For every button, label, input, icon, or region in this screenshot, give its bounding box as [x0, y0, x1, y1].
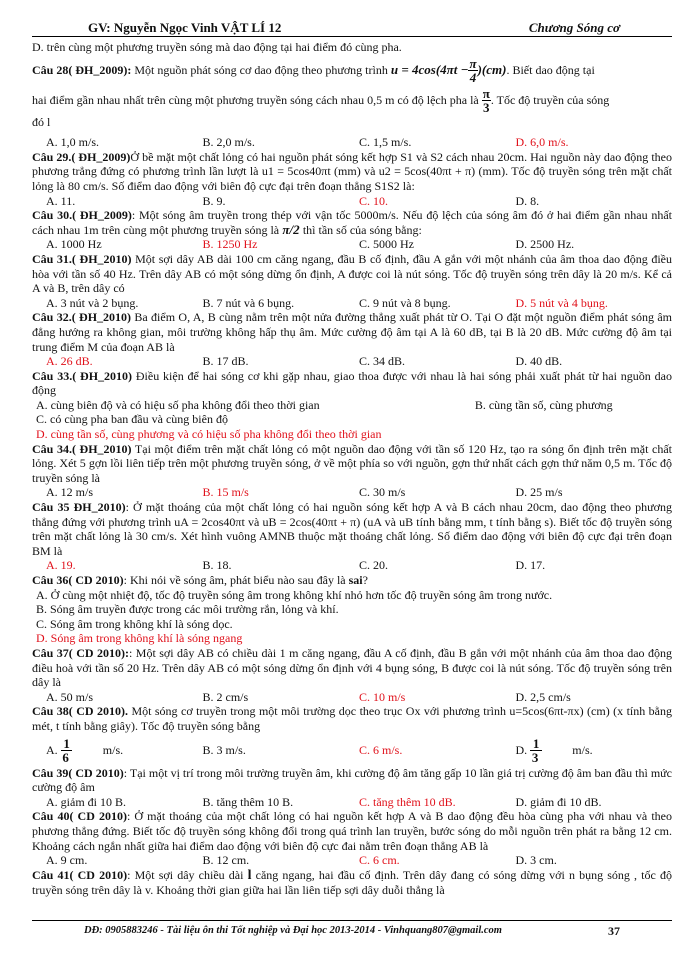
q34-answers: [32, 485, 672, 500]
q31-answer-d[interactable]: D. 5 nút và 4 bụng.: [515, 295, 608, 310]
q39-label: Câu 39( CD 2010): [32, 765, 124, 780]
q40-text: : Ở mặt thoáng của một chất lỏng có hai nguồn kết hợp A và B dao động đều hòa cùng pha với nhau và theo phương thẳng đứng. Biết tốc độ truyền sóng không đổi trong quá trình lan truyền, bước sóng do mỗi nguồn trên phát ra bằng 12 cm. Khoảng cách ngắn nhất giữa hai điểm dao động với biên độ cực đai nằm trên đoạn thẳng AB là: [32, 809, 672, 853]
q37-text: : Một sợi dây AB có chiều dài 1 m căng ngang, đầu A cố định, đầu B gắn với một nhánh của âm thoa dao động điều hoà với tần số 20 Hz. Trên dây AB có một sóng dừng ổn định với 4 bụng sóng, B được coi là nút sóng. Tốc độ truyền sóng trên dây là: [32, 645, 672, 690]
question-39: [32, 766, 672, 795]
q29-answer-c[interactable]: C. 10.: [359, 193, 389, 208]
q32-text: Ba điểm O, A, B cùng nằm trên một nửa đường thẳng xuất phát từ O. Tại O đặt một nguồn điểm phát sóng âm đẳng hướng ra không gian, môi trường không hấp thụ âm. Mức cường độ âm tại A là 60 dB, tại B là 20 dB. Mức cường độ âm tại trung điểm M của đoạn AB là: [32, 310, 672, 354]
q28-answer-c[interactable]: C. 1,5 m/s.: [359, 135, 412, 150]
q35-answers: [32, 558, 672, 573]
q31-answers: [32, 296, 672, 311]
q37-label: Câu 37( CD 2010):: [32, 645, 130, 660]
q31-text: Một sợi dây AB dài 100 cm căng ngang, đầu B cố định, đầu A gắn với một nhánh của âm thoa dao động điều hòa với tần số 40 Hz. Trên dây AB có một sóng dừng ổn định, A được coi là nút sóng. Tốc độ truyền sóng trên dây là 20 m/s. Kể cả A và B, trên dây có: [32, 251, 672, 296]
question-40: [32, 809, 672, 853]
q33-answers-ab: [32, 398, 672, 413]
page-footer: [32, 920, 672, 938]
top-line: D. trên cùng một phương truyền sóng mà dao động tại hai điểm đó cùng pha.: [32, 40, 402, 54]
q41-l: l: [247, 867, 252, 883]
header-left: GV: Nguyễn Ngọc Vinh VẬT LÍ 12: [88, 20, 282, 35]
question-36: [32, 573, 672, 588]
q33-answer-c[interactable]: C. có cùng pha ban đầu và cùng biên độ: [36, 412, 228, 427]
q30-answer-c[interactable]: C. 5000 Hz: [359, 237, 414, 252]
q31-answer-b[interactable]: B. 7 nút và 6 bụng.: [202, 295, 295, 310]
q28-text2: . Biết dao động tại: [506, 62, 595, 77]
question-38: [32, 704, 672, 733]
footer-text: DĐ: 0905883246 - Tài liệu ôn thi Tốt nghiệp và Đại học 2013-2014 - Vinhquang807@gmail.com: [84, 925, 502, 936]
q35-label: Câu 35 ĐH_2010): [32, 500, 126, 515]
q34-text: Tại một điểm trên mặt chất lỏng có một nguồn dao động với tần số 120 Hz, tạo ra sóng ổn định trên mặt chất lỏng. Xét 5 gợn lồi liên tiếp trên một phương truyền sóng, ở về một phía so với nguồn, gợn thứ nhất cách gợn thứ năm 0,5 m. Tốc độ truyền sóng là: [32, 441, 672, 485]
page-number: 37: [608, 924, 620, 938]
q33-answer-b[interactable]: B. cùng tần số, cùng phương: [474, 397, 613, 412]
q32-answer-b[interactable]: B. 17 dB.: [202, 354, 249, 369]
q36-answer-c[interactable]: C. Sóng âm trong không khí là sóng dọc.: [36, 616, 233, 631]
q30-text2: thì tần số của sóng bằng:: [302, 222, 422, 237]
q29-answer-a[interactable]: A. 11.: [46, 193, 76, 208]
q32-answer-a[interactable]: A. 26 dB.: [46, 354, 93, 369]
q28-answers: [32, 135, 672, 150]
q28-answer-b[interactable]: B. 2,0 m/s.: [202, 135, 255, 150]
q36-label: Câu 36( CD 2010): [32, 573, 124, 587]
q39-answer-a[interactable]: A. giảm đi 10 B.: [46, 794, 126, 809]
q31-answer-c[interactable]: C. 9 nút và 8 bụng.: [359, 295, 451, 310]
q32-answers: [32, 354, 672, 369]
q38-answer-b[interactable]: B. 3 m/s.: [202, 742, 246, 757]
q33-answer-a[interactable]: A. cùng biên độ và có hiệu số pha không đổi theo thời gian: [36, 397, 320, 412]
q36-answer-b[interactable]: B. Sóng âm truyền được trong các môi trường rắn, lỏng và khí.: [36, 602, 339, 617]
q40-answer-d[interactable]: D. 3 cm.: [515, 853, 557, 868]
q39-answer-d[interactable]: D. giảm đi 10 dB.: [515, 794, 602, 809]
q30-symbol: π/2: [279, 221, 303, 237]
q31-label: Câu 31.( ĐH_2010): [32, 251, 132, 266]
q41-text2: căng ngang, hai đầu cố định. Trên dây đang có sóng dừng với n bụng sóng , tốc độ truyền sóng trên dây là v. Khoảng thời gian giữa hai lần liên tiếp sợi dây duỗi thẳng là: [32, 867, 672, 898]
q36-answer-a[interactable]: A. Ở cùng một nhiệt độ, tốc độ truyền sóng âm trong không khí nhỏ hơn tốc độ truyền sóng âm trong nước.: [36, 587, 553, 602]
q28-line2: hai điểm gần nhau nhất trên cùng một phương truyền sóng cách nhau 0,5 m có độ lệch pha là $\frac{\pi}{3}$ . Tốc độ truyền của sóng: [32, 86, 610, 116]
q34-answer-a[interactable]: A. 12 m/s: [46, 485, 94, 500]
q37-answer-a[interactable]: A. 50 m/s: [46, 689, 94, 704]
q35-answer-a[interactable]: A. 19.: [46, 558, 76, 573]
q34-answer-d[interactable]: D. 25 m/s: [515, 485, 563, 500]
page-header: [32, 18, 672, 37]
q29-answer-b[interactable]: B. 9.: [202, 193, 226, 208]
q29-label: Câu 29.( ĐH_2009): [32, 149, 131, 164]
q35-answer-d[interactable]: D. 17.: [515, 558, 546, 573]
q41-label: Câu 41( CD 2010): [32, 867, 128, 882]
question-30: [32, 208, 672, 237]
q34-answer-c[interactable]: C. 30 m/s: [359, 485, 406, 500]
q30-answer-d[interactable]: D. 2500 Hz.: [515, 237, 575, 252]
header-right: Chương Sóng cơ: [528, 20, 620, 35]
q30-label: Câu 30.( ĐH_2009): [32, 208, 132, 223]
q39-answer-b[interactable]: B. tăng thêm 10 B.: [202, 794, 294, 809]
q28-formula: u = 4cos(4πt − $\frac{\pi}{4}$ )(cm): [390, 56, 507, 86]
q35-answer-c[interactable]: C. 20.: [359, 558, 389, 573]
question-31: [32, 252, 672, 296]
q32-answer-d[interactable]: D. 40 dB.: [515, 354, 563, 369]
q37-answer-c[interactable]: C. 10 m/s: [359, 689, 406, 704]
q35-answer-b[interactable]: B. 18.: [202, 558, 232, 573]
q32-label: Câu 32.( ĐH_2010): [32, 310, 132, 325]
q33-answer-d[interactable]: D. cùng tần số, cùng phương và có hiệu số pha không đổi theo thời gian: [36, 427, 382, 442]
q29-answers: [32, 194, 672, 209]
q38-answer-a[interactable]: A. $\frac{1}{6}$ m/s.: [46, 736, 124, 766]
q28-answer-d[interactable]: D. 6,0 m/s.: [515, 135, 569, 150]
q37-answer-d[interactable]: D. 2,5 cm/s: [515, 689, 571, 704]
q36-sai: sai: [348, 573, 363, 587]
question-33: [32, 369, 672, 398]
q28-answer-a[interactable]: A. 1,0 m/s.: [46, 135, 100, 150]
q30-answer-b[interactable]: B. 1250 Hz: [202, 237, 258, 252]
q40-answers: [32, 853, 672, 868]
q34-answer-b[interactable]: B. 15 m/s: [202, 485, 249, 500]
q28-line3: đó l: [32, 114, 51, 129]
q30-text: : Một sóng âm truyền trong thép với vận tốc 5000m/s. Nếu độ lệch của sóng âm đó ở hai điểm gần nhau nhất cách nhau 1m trên cùng một phương truyền sóng là: [32, 208, 672, 237]
question-41: [32, 868, 672, 898]
q30-answer-a[interactable]: A. 1000 Hz: [46, 237, 102, 252]
q32-answer-c[interactable]: C. 34 dB.: [359, 354, 406, 369]
q36-answer-d[interactable]: D. Sóng âm trong không khí là sóng ngang: [36, 631, 243, 646]
question-34: [32, 442, 672, 486]
q29-answer-d[interactable]: D. 8.: [515, 193, 540, 208]
q38-answer-c[interactable]: C. 6 m/s.: [359, 742, 403, 757]
q38-answers: [32, 734, 672, 766]
document-body: [32, 40, 672, 898]
q28-frac2: $\frac{\pi}{3}$: [482, 86, 490, 116]
q33-text: Điều kiện để hai sóng cơ khi gặp nhau, giao thoa được với nhau là hai sóng phải xuất phát từ hai nguồn dao động: [32, 368, 672, 398]
q39-answers: [32, 795, 672, 810]
q38-answer-d[interactable]: D. $\frac{1}{3}$ m/s.: [515, 736, 593, 766]
q34-label: Câu 34.( ĐH_2010): [32, 441, 132, 456]
q31-answer-a[interactable]: A. 3 nút và 2 bụng.: [46, 295, 139, 310]
q40-label: Câu 40( CD 2010): [32, 809, 127, 824]
question-29: [32, 150, 672, 194]
question-37: [32, 646, 672, 690]
q40-answer-a[interactable]: A. 9 cm.: [46, 853, 88, 868]
q40-answer-b[interactable]: B. 12 cm.: [202, 853, 250, 868]
q38-label: Câu 38( CD 2010).: [32, 704, 128, 719]
q33-label: Câu 33.( ĐH_2010): [32, 368, 133, 383]
q37-answers: [32, 690, 672, 705]
question-32: [32, 310, 672, 354]
question-35: [32, 500, 672, 558]
q37-answer-b[interactable]: B. 2 cm/s: [202, 689, 249, 704]
q30-answers: [32, 237, 672, 252]
question-28: [32, 55, 672, 85]
q40-answer-c[interactable]: C. 6 cm.: [359, 853, 400, 868]
q36-text: : Khi nói về sóng âm, phát biểu nào sau đây là: [123, 573, 349, 587]
q28-label: Câu 28( ĐH_2009):: [32, 62, 132, 77]
q36-text2: ?: [362, 573, 368, 587]
q28-text1: Một nguồn phát sóng cơ dao động theo phương trình: [131, 62, 391, 77]
q29-text: Ở bề mặt một chất lỏng có hai nguồn phát sóng kết hợp S1 và S2 cách nhau 20cm. Hai nguồn này dao động theo phương trẳng đứng có phương trình lần lượt là u1 = 5cos40πt (mm) và u2 = 5cos(40πt + π) (mm). Tốc độ truyền sóng trên mặt chất lỏng là 80 cm/s. Số điểm dao động với biên độ cực đại trên đoạn thẳng S1S2 là:: [32, 149, 672, 193]
q39-text: : Tại một vị trí trong môi trường truyền âm, khi cường độ âm tăng gấp 10 lần giá trị cường độ âm ban đầu thì mức cường độ âm: [32, 765, 672, 795]
q35-text: : Ở mặt thoáng của một chất lỏng có hai nguồn sóng kết hợp A và B cách nhau 20cm, dao động theo phương thẳng đứng với phương trình uA = 2cos40πt và uB = 2cos(40πt + π) (uA và uB tính bằng mm, t tính bằng s). Biết tốc độ truyền sóng trên mặt chất lỏng là 30 cm/s. Xét hình vuông AMNB thuộc mặt thoáng chất lỏng. Số điểm dao động với biên độ cực đại trên đoạn BM là: [32, 500, 672, 558]
q38-text: Một sóng cơ truyền trong một môi trường dọc theo trục Ox với phương trình u=5cos(6πt-πx) (cm) (x tính bằng mét, t tính bằng giây). Tốc độ truyền sóng bằng: [32, 704, 672, 733]
q39-answer-c[interactable]: C. tăng thêm 10 dB.: [359, 794, 456, 809]
q41-text: : Một sợi dây chiều dài: [127, 867, 248, 882]
